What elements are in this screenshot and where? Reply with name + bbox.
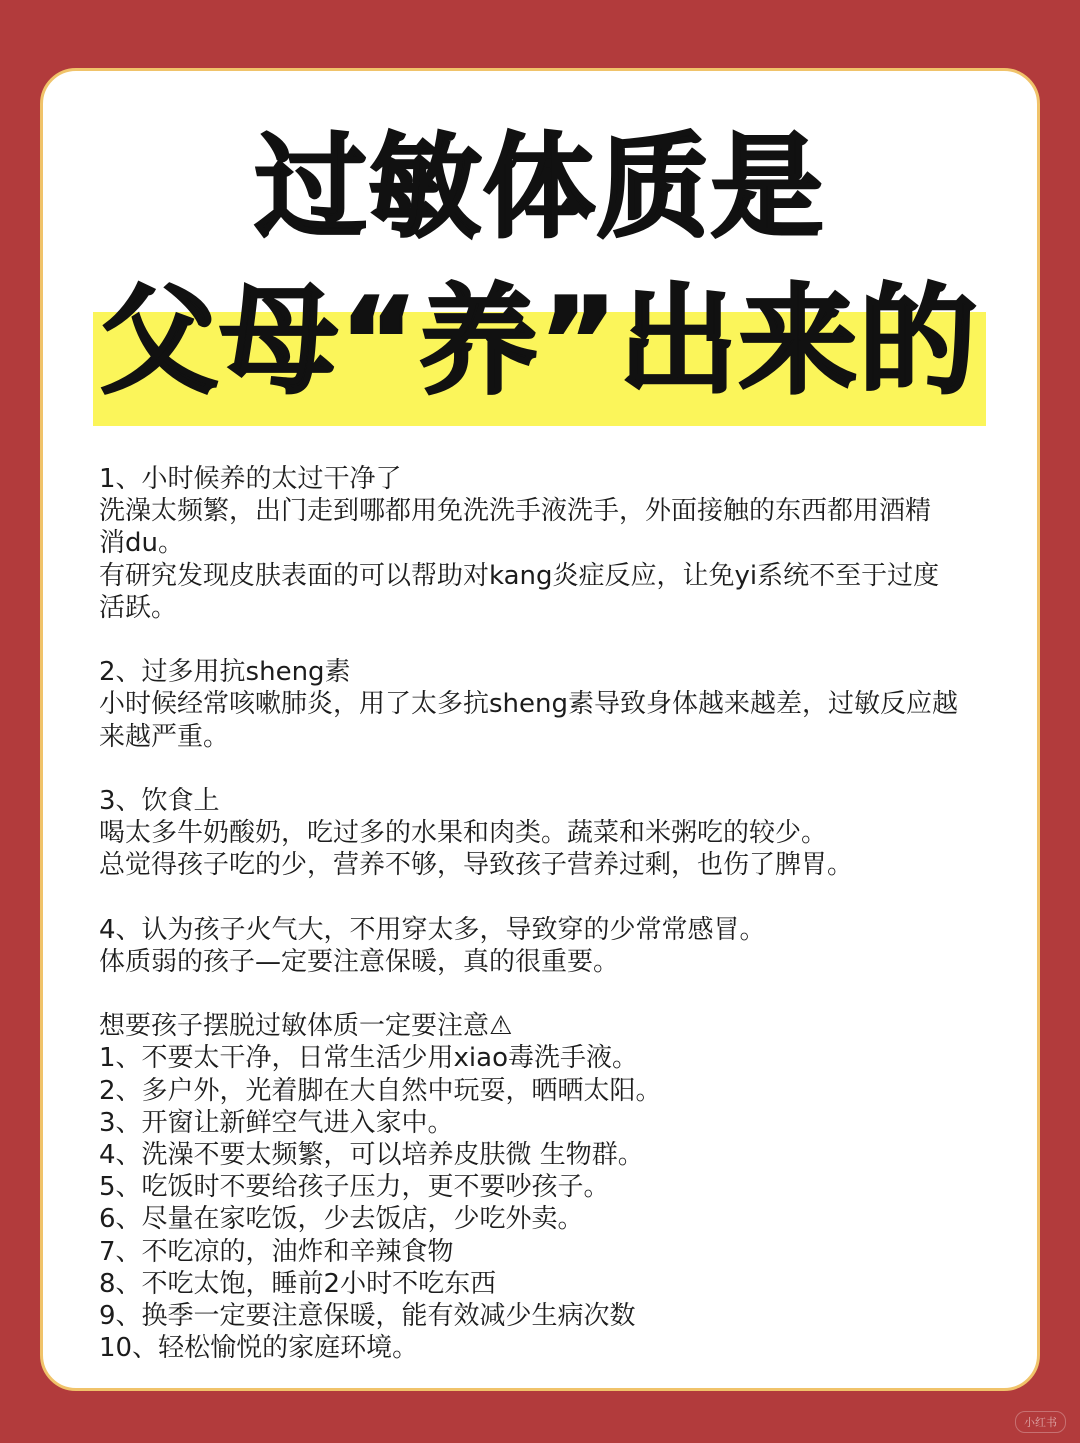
- section-heading: 4、认为孩子火气大，不用穿太多，导致穿的少常常感冒。: [99, 914, 766, 945]
- section-line: 活跃。: [99, 592, 178, 623]
- section-1: [99, 463, 989, 624]
- spacer: [99, 881, 989, 913]
- spacer: [99, 624, 989, 656]
- spacer: [99, 753, 989, 785]
- section-line: 小时候经常咳嗽肺炎，用了太多抗sheng素导致身体越来越差，过敏反应越: [99, 689, 959, 720]
- title-line-1: 过敏体质是: [255, 123, 825, 253]
- section-line: 洗澡太频繁，出门走到哪都用免洗洗手液洗手，外面接触的东西都用酒精: [99, 496, 932, 527]
- section-4: [99, 914, 989, 978]
- tip-item: 10、轻松愉悦的家庭环境。: [99, 1333, 419, 1364]
- spacer: [99, 978, 989, 1010]
- article-body: [99, 463, 989, 1364]
- section-line: 喝太多牛奶酸奶，吃过多的水果和肉类。蔬菜和米粥吃的较少。: [99, 818, 828, 849]
- tips-heading: 想要孩子摆脱过敏体质一定要注意⚠: [99, 1011, 513, 1042]
- tip-item: 6、尽量在家吃饭，少去饭店，少吃外卖。: [99, 1204, 584, 1235]
- tip-item: 7、不吃凉的，油炸和辛辣食物: [99, 1236, 454, 1267]
- section-2: [99, 656, 989, 753]
- watermark-logo: 小红书: [1015, 1411, 1066, 1433]
- tip-item: 2、多户外，光着脚在大自然中玩耍，晒晒太阳。: [99, 1075, 662, 1106]
- tip-item: 3、开窗让新鲜空气进入家中。: [99, 1107, 454, 1138]
- tip-item: 4、洗澡不要太频繁，可以培养皮肤微 生物群。: [99, 1139, 644, 1170]
- section-line: 体质弱的孩子—定要注意保暖，真的很重要。: [99, 946, 620, 977]
- section-line: 总觉得孩子吃的少，营养不够，导致孩子营养过剩，也伤了脾胃。: [99, 850, 854, 881]
- tip-item: 8、不吃太饱，睡前2小时不吃东西: [99, 1268, 497, 1299]
- tip-item: 1、不要太干净，日常生活少用xiao毒洗手液。: [99, 1043, 638, 1074]
- section-line: 有研究发现皮肤表面的可以帮助对kang炎症反应，让免yi系统不至于过度: [99, 560, 940, 591]
- section-heading: 3、饮食上: [99, 785, 220, 816]
- section-line: 消du。: [99, 528, 184, 559]
- section-3: [99, 785, 989, 882]
- tips-section: [99, 1010, 989, 1364]
- title-line-2: 父母“养”出来的: [99, 272, 980, 410]
- section-heading: 1、小时候养的太过干净了: [99, 464, 402, 494]
- tip-item: 9、换季一定要注意保暖，能有效减少生病次数: [99, 1300, 636, 1331]
- section-line: 来越严重。: [99, 721, 230, 752]
- tip-item: 5、吃饭时不要给孩子压力，更不要吵孩子。: [99, 1172, 610, 1203]
- section-heading: 2、过多用抗sheng素: [99, 657, 351, 688]
